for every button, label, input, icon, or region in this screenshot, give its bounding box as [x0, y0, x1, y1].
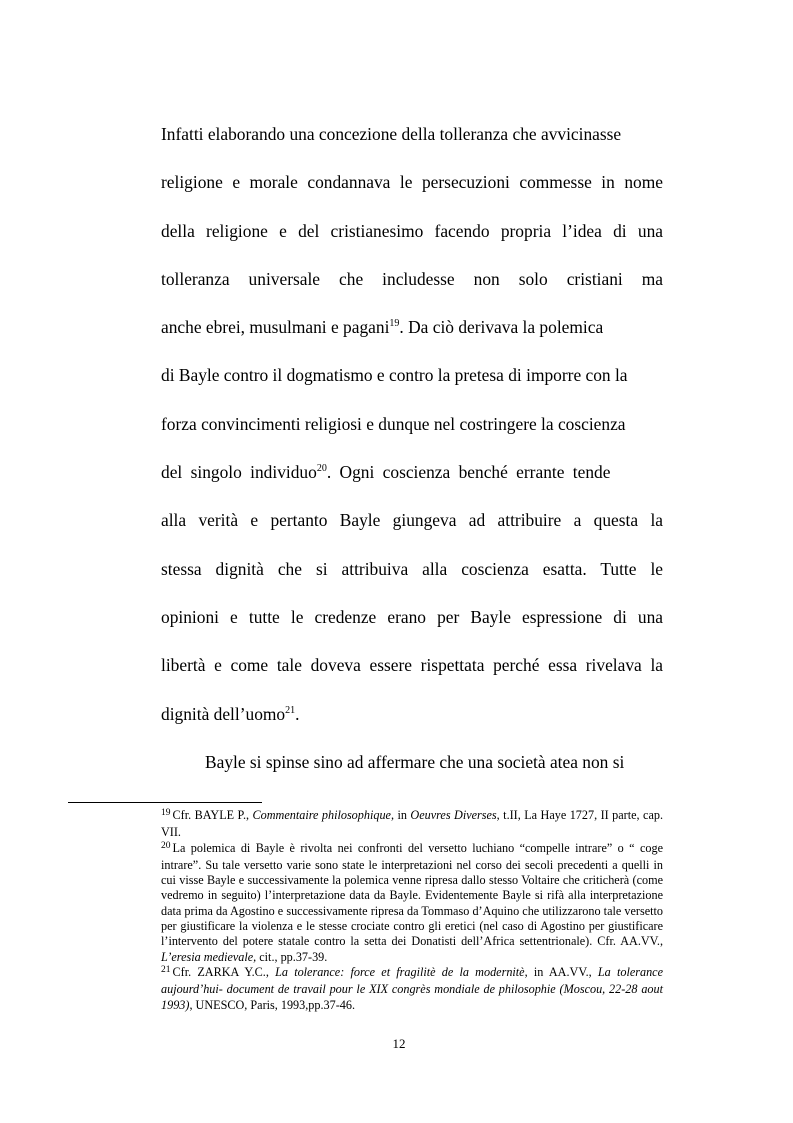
- text-line: forza convincimenti religiosi e dunque nel costringere la coscienza: [161, 413, 626, 434]
- footnote-number: 21: [161, 964, 171, 975]
- footnote-title: La tolerance aujourd’hui- document de travail pour le XIX congrès mondiale de philosophie (Moscou, 22-28 aout 1993): [161, 964, 663, 1012]
- text-line: [161, 303, 663, 351]
- footnote-title: Oeuvres Diverses: [410, 808, 497, 822]
- text-line: libertà e come tale doveva essere rispettata perché essa rivelava la: [161, 655, 663, 676]
- text-segment: .: [295, 703, 300, 724]
- footnote-separator: [68, 802, 262, 803]
- footnote-text: Cfr. BAYLE P.,: [172, 808, 253, 822]
- text-line: [161, 690, 663, 738]
- text-segment: . Da ciò derivava la polemica: [399, 317, 604, 338]
- footnote-21: [161, 965, 663, 1013]
- footnote-text: in: [394, 808, 411, 822]
- text-line: opinioni e tutte le credenze erano per Bayle espressione di una: [161, 606, 663, 627]
- footnote-19: [161, 808, 663, 841]
- text-segment: anche ebrei, musulmani e pagani: [161, 317, 390, 338]
- footnote-20: [161, 841, 663, 965]
- footnote-ref-19[interactable]: 19: [389, 318, 400, 330]
- text-line: della religione e del cristianesimo facendo propria l’idea di una: [161, 220, 663, 241]
- footnote-ref-20[interactable]: 20: [316, 463, 327, 475]
- footnote-text: , UNESCO, Paris, 1993,pp.37-46.: [189, 997, 355, 1012]
- text-line: stessa dignità che si attribuiva alla coscienza esatta. Tutte le: [161, 558, 663, 579]
- text-segment: del singolo individuo: [161, 462, 317, 483]
- footnotes: [161, 808, 663, 1013]
- footnote-text: Cfr. ZARKA Y.C.,: [172, 964, 276, 979]
- body-text: [161, 110, 663, 786]
- footnote-number: 19: [161, 808, 171, 818]
- footnote-ref-21[interactable]: 21: [285, 704, 296, 716]
- text-line: di Bayle contro il dogmatismo e contro la pretesa di imporre con la: [161, 365, 628, 386]
- footnote-title: L’eresia medievale,: [161, 949, 257, 964]
- text-segment: . Ogni coscienza benché errante tende: [326, 462, 611, 483]
- text-line: [161, 448, 663, 496]
- text-segment: dignità dell’uomo: [161, 703, 286, 724]
- footnote-text: , in AA.VV.,: [524, 964, 598, 979]
- footnote-text: , t.II, La Haye 1727, II parte, cap. VII.: [161, 808, 663, 840]
- text-line: alla verità e pertanto Bayle giungeva ad attribuire a questa la: [161, 510, 663, 531]
- footnote-number: 20: [161, 840, 171, 851]
- footnote-title: Commentaire philosophique,: [252, 808, 394, 822]
- text-line: Infatti elaborando una concezione della tolleranza che avvicinasse: [161, 124, 622, 144]
- text-line: Bayle si spinse sino ad affermare che una società atea non si: [205, 751, 625, 772]
- text-line: tolleranza universale che includesse non solo cristiani ma: [161, 268, 663, 289]
- page-number: 12: [392, 1036, 406, 1051]
- footnote-text: La polemica di Bayle è rivolta nei confronti del versetto luchiano “compelle intrare” o “ coge intrare”. Su tale versetto varie sono state le interpretazioni nel corso dei secoli precedenti a quelli in cui visse Bayle e successivamente la polemica venne ripresa dallo stesso Voltaire che criticherà (come vedremo in seguito) l’interpretazione data da Bayle. Evidentemente Bayle si rifà alla interpretazione data prima da Agostino e successivamente ripresa da Tommaso d’Aquino che utilizzarono tale versetto per giustificare la violenza e le stesse crociate contro gli eretici (nel caso di Agostino per giustificare l’intervento del potere statale contro la setta dei Donatisti dell’Africa settentrionale). Cfr. AA.VV.,: [161, 840, 663, 949]
- footnote-title: La tolerance: force et fragilitè de la modernitè: [275, 964, 525, 979]
- text-line: religione e morale condannava le persecuzioni commesse in nome: [161, 172, 663, 193]
- footnote-text: cit., pp.37-39.: [256, 949, 328, 964]
